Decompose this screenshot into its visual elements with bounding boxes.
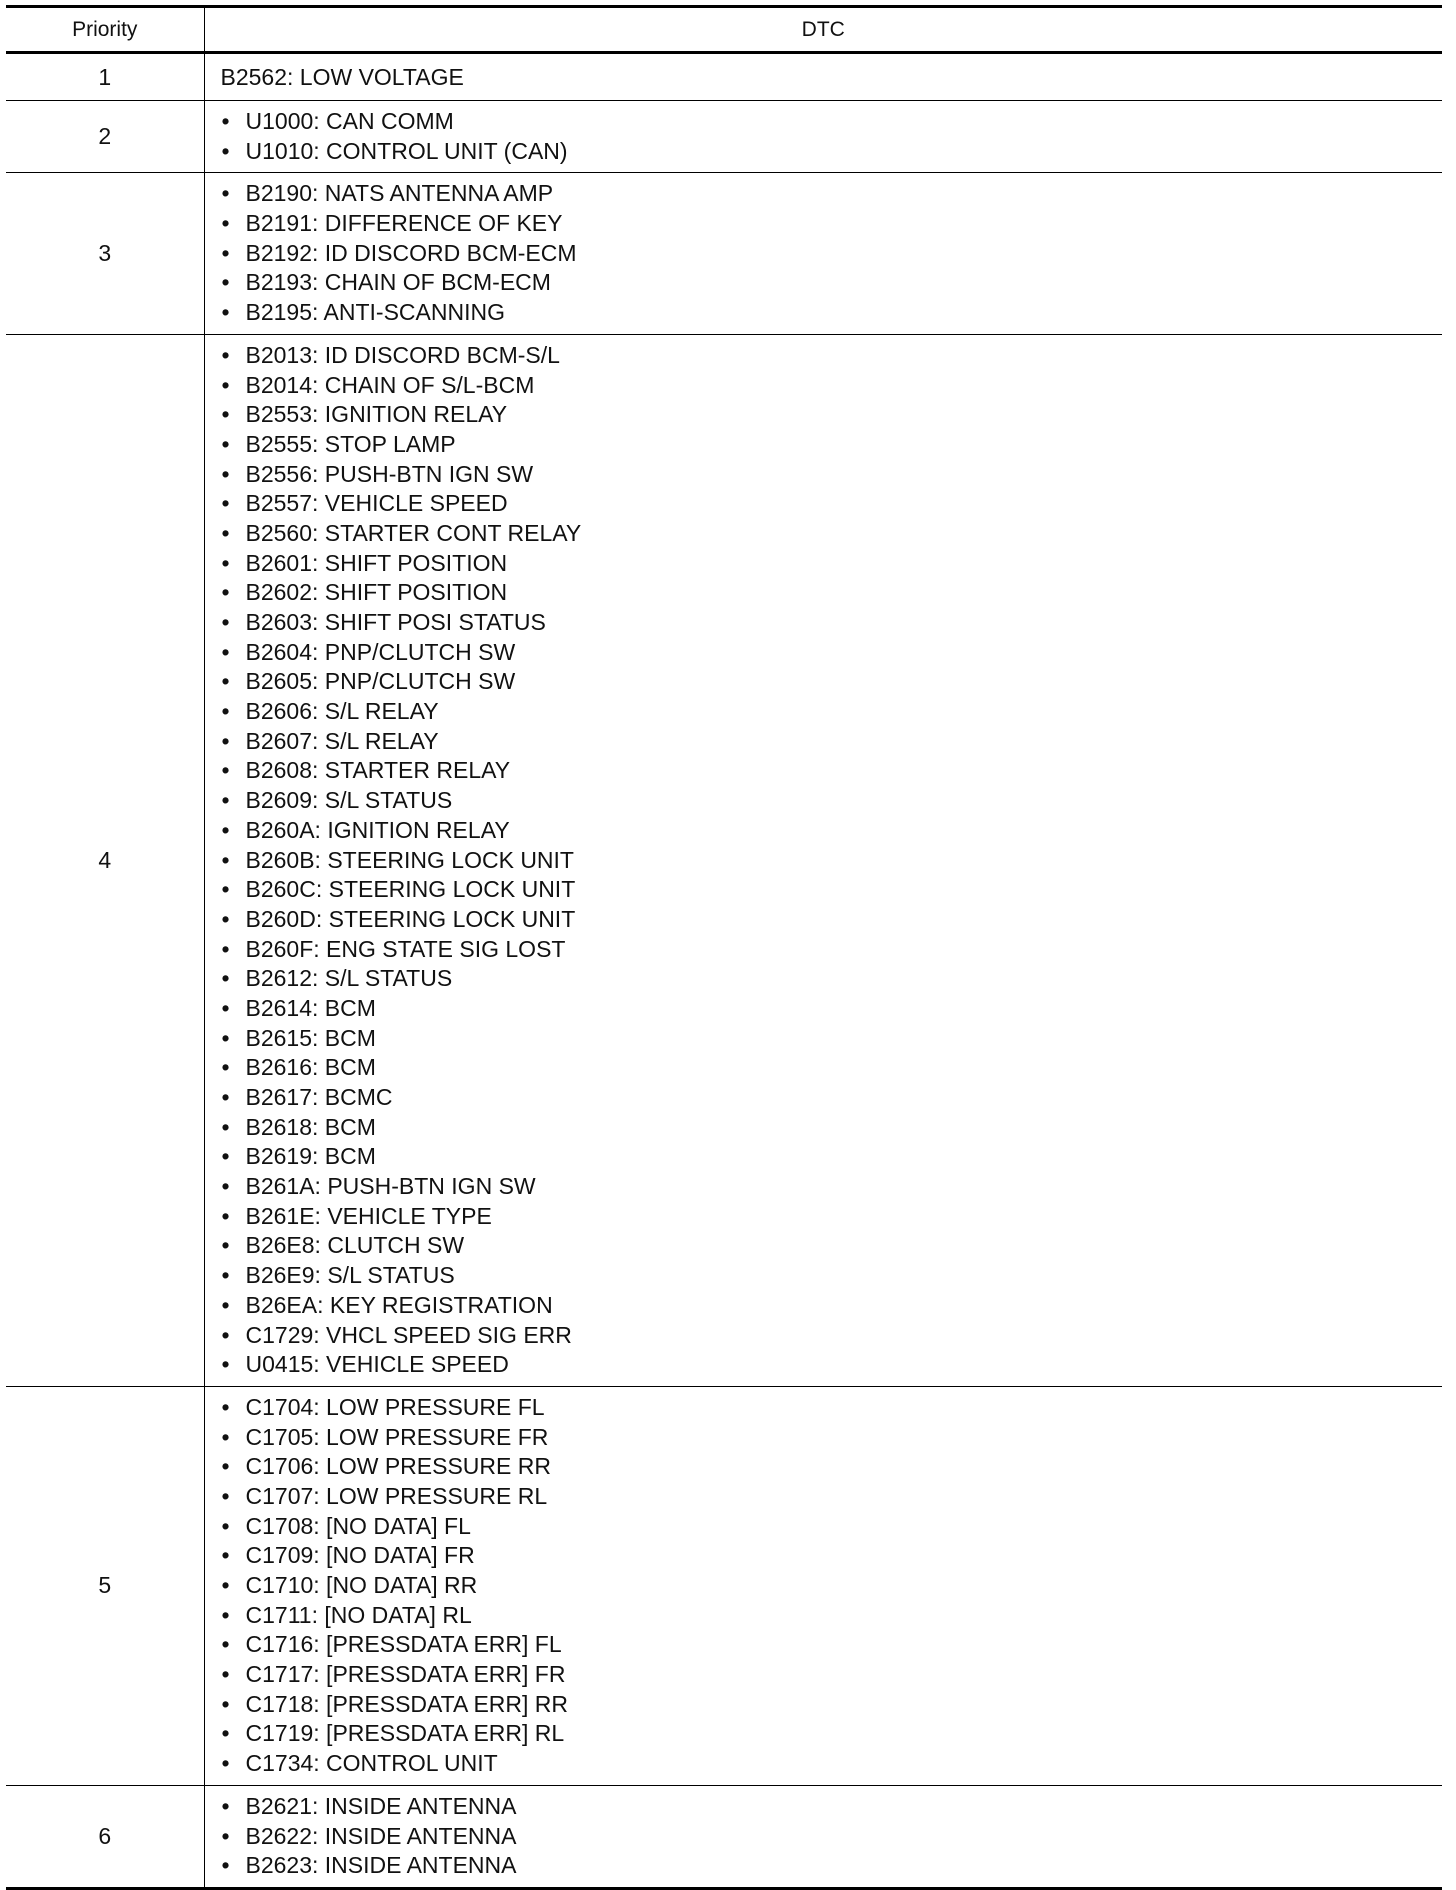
bullet-icon: • <box>221 549 230 576</box>
bullet-icon: • <box>221 180 230 207</box>
bullet-icon: • <box>221 609 230 635</box>
list-item <box>221 1512 1443 1542</box>
bullet-icon: • <box>221 1453 230 1480</box>
bullet-icon: • <box>221 1792 230 1819</box>
bullet-icon: • <box>221 490 230 517</box>
table-row <box>6 101 1442 173</box>
dtc-item-text: B2607: S/L RELAY <box>245 727 439 754</box>
dtc-item-text: C1709: [NO DATA] FR <box>245 1542 475 1569</box>
list-item <box>221 519 1443 549</box>
bullet-icon: • <box>221 1572 230 1598</box>
dtc-item-text: B2560: STARTER CONT RELAY <box>245 519 582 546</box>
dtc-item-text: B2013: ID DISCORD BCM-S/L <box>245 341 560 368</box>
dtc-item-text: B2619: BCM <box>245 1143 376 1170</box>
bullet-icon: • <box>221 579 230 606</box>
dtc-priority-table <box>6 5 1442 1890</box>
list-item <box>221 107 1443 137</box>
list-item <box>221 137 1443 167</box>
list-item <box>221 1660 1443 1690</box>
list-item <box>221 935 1443 965</box>
table-header-row <box>6 7 1442 53</box>
list-item <box>221 1792 1443 1822</box>
list-item <box>221 1601 1443 1631</box>
list-item <box>221 341 1443 371</box>
list-item <box>221 1452 1443 1482</box>
dtc-cell <box>204 1785 1442 1888</box>
dtc-item-text: B260D: STEERING LOCK UNIT <box>245 905 576 932</box>
table-row <box>6 173 1442 334</box>
dtc-item-text: U0415: VEHICLE SPEED <box>245 1351 509 1378</box>
bullet-icon: • <box>221 1262 230 1289</box>
dtc-item-text: B2557: VEHICLE SPEED <box>245 490 508 517</box>
dtc-item-text: U1000: CAN COMM <box>245 108 454 134</box>
bullet-icon: • <box>221 371 230 398</box>
list-item <box>221 727 1443 757</box>
bullet-icon: • <box>221 1113 230 1140</box>
dtc-list <box>221 341 1443 1380</box>
list-item <box>221 371 1443 401</box>
bullet-icon: • <box>221 1512 230 1539</box>
list-item <box>221 179 1443 209</box>
bullet-icon: • <box>221 108 230 134</box>
list-item <box>221 1423 1443 1453</box>
list-item <box>221 1261 1443 1291</box>
list-item <box>221 1291 1443 1321</box>
list-item <box>221 1172 1443 1202</box>
table-row <box>6 53 1442 101</box>
bullet-icon: • <box>221 137 230 164</box>
list-item <box>221 1541 1443 1571</box>
dtc-item-text: B260B: STEERING LOCK UNIT <box>245 846 574 873</box>
dtc-item-text: B2602: SHIFT POSITION <box>245 579 508 606</box>
priority-column-header: Priority <box>6 7 204 53</box>
bullet-icon: • <box>221 1321 230 1348</box>
dtc-item-text: B2555: STOP LAMP <box>245 430 456 457</box>
dtc-item-text: B2617: BCMC <box>245 1084 393 1110</box>
dtc-item-text: B2193: CHAIN OF BCM-ECM <box>245 269 551 296</box>
list-item <box>221 1482 1443 1512</box>
dtc-list <box>221 179 1443 327</box>
dtc-item-text: B2622: INSIDE ANTENNA <box>245 1822 517 1849</box>
bullet-icon: • <box>221 341 230 368</box>
list-item <box>221 460 1443 490</box>
bullet-icon: • <box>221 210 230 237</box>
dtc-item-text: B2553: IGNITION RELAY <box>245 401 508 428</box>
dtc-item-text: B2618: BCM <box>245 1113 376 1140</box>
list-item <box>221 578 1443 608</box>
dtc-item-text: B260C: STEERING LOCK UNIT <box>245 876 576 903</box>
bullet-icon: • <box>221 1852 230 1879</box>
list-item <box>221 1142 1443 1172</box>
list-item <box>221 1851 1443 1881</box>
dtc-cell <box>204 53 1442 101</box>
bullet-icon: • <box>221 994 230 1021</box>
bullet-icon: • <box>221 269 230 296</box>
list-item <box>221 786 1443 816</box>
list-item <box>221 994 1443 1024</box>
bullet-icon: • <box>221 1661 230 1688</box>
dtc-item-text: B2190: NATS ANTENNA AMP <box>245 180 554 207</box>
list-item <box>221 1393 1443 1423</box>
list-item <box>221 697 1443 727</box>
list-item <box>221 209 1443 239</box>
dtc-item-text: B2608: STARTER RELAY <box>245 757 511 784</box>
priority-cell: 1 <box>6 53 204 101</box>
dtc-item-text: B2612: S/L STATUS <box>245 965 453 992</box>
dtc-item-text: C1710: [NO DATA] RR <box>245 1572 478 1598</box>
dtc-item-text: B26E9: S/L STATUS <box>245 1262 455 1289</box>
dtc-item-text: C1718: [PRESSDATA ERR] RR <box>245 1690 569 1717</box>
bullet-icon: • <box>221 239 230 266</box>
list-item <box>221 1113 1443 1143</box>
bullet-icon: • <box>221 1601 230 1628</box>
list-item <box>221 1083 1443 1113</box>
dtc-item-text: B2014: CHAIN OF S/L-BCM <box>245 371 535 398</box>
dtc-item-text: B2609: S/L STATUS <box>245 787 453 814</box>
dtc-item-text: C1717: [PRESSDATA ERR] FR <box>245 1661 566 1688</box>
dtc-item-text: B260A: IGNITION RELAY <box>245 816 510 843</box>
dtc-item-text: C1705: LOW PRESSURE FR <box>245 1423 549 1450</box>
list-item <box>221 875 1443 905</box>
list-item <box>221 905 1443 935</box>
priority-cell: 2 <box>6 101 204 173</box>
bullet-icon: • <box>221 430 230 457</box>
bullet-icon: • <box>221 1054 230 1081</box>
dtc-list <box>221 107 1443 166</box>
dtc-item-text: C1704: LOW PRESSURE FL <box>245 1393 545 1420</box>
dtc-item-text: B2195: ANTI-SCANNING <box>245 299 505 326</box>
bullet-icon: • <box>221 299 230 326</box>
list-item <box>221 638 1443 668</box>
dtc-item-text: C1729: VHCL SPEED SIG ERR <box>245 1321 572 1348</box>
bullet-icon: • <box>221 1690 230 1717</box>
bullet-icon: • <box>221 1720 230 1747</box>
list-item <box>221 1630 1443 1660</box>
bullet-icon: • <box>221 935 230 962</box>
bullet-icon: • <box>221 1822 230 1849</box>
list-item <box>221 1231 1443 1261</box>
table-row <box>6 1785 1442 1888</box>
bullet-icon: • <box>221 1202 230 1229</box>
list-item <box>221 1749 1443 1779</box>
dtc-item-text: B26EA: KEY REGISTRATION <box>245 1291 553 1318</box>
dtc-item-text: B260F: ENG STATE SIG LOST <box>245 935 566 962</box>
bullet-icon: • <box>221 1393 230 1420</box>
bullet-icon: • <box>221 460 230 487</box>
dtc-item-text: B2562: LOW VOLTAGE <box>220 64 464 90</box>
dtc-cell <box>204 1386 1442 1785</box>
table-body <box>6 53 1442 1889</box>
list-item <box>221 1321 1443 1351</box>
dtc-item-text: C1711: [NO DATA] RL <box>245 1601 472 1628</box>
dtc-item-text: B2616: BCM <box>245 1054 376 1081</box>
bullet-icon: • <box>221 1084 230 1110</box>
dtc-cell <box>204 173 1442 334</box>
list-item <box>221 608 1443 638</box>
list-item <box>221 268 1443 298</box>
list-item <box>221 1690 1443 1720</box>
dtc-item-text: B2192: ID DISCORD BCM-ECM <box>245 239 577 266</box>
dtc-item-text: C1719: [PRESSDATA ERR] RL <box>245 1720 565 1747</box>
list-item <box>221 667 1443 697</box>
dtc-item-text: B2556: PUSH-BTN IGN SW <box>245 460 534 487</box>
bullet-icon: • <box>221 1024 230 1051</box>
dtc-item-text: B2614: BCM <box>245 994 376 1021</box>
bullet-icon: • <box>221 401 230 428</box>
list-item <box>221 1822 1443 1852</box>
dtc-item-text: B2606: S/L RELAY <box>245 698 439 725</box>
table-row <box>6 1386 1442 1785</box>
list-item <box>221 1350 1443 1380</box>
dtc-item-text: B2601: SHIFT POSITION <box>245 549 508 576</box>
bullet-icon: • <box>221 1631 230 1658</box>
dtc-cell <box>204 101 1442 173</box>
bullet-icon: • <box>221 816 230 843</box>
list-item <box>221 1719 1443 1749</box>
bullet-icon: • <box>221 905 230 932</box>
bullet-icon: • <box>221 638 230 665</box>
list-item <box>221 298 1443 328</box>
list-item <box>221 816 1443 846</box>
list-item <box>221 1571 1443 1601</box>
bullet-icon: • <box>221 876 230 903</box>
dtc-item-text: B2603: SHIFT POSI STATUS <box>245 609 546 635</box>
priority-cell: 4 <box>6 334 204 1386</box>
dtc-item-text: C1716: [PRESSDATA ERR] FL <box>245 1631 562 1658</box>
bullet-icon: • <box>221 1291 230 1318</box>
dtc-item-text: B261A: PUSH-BTN IGN SW <box>245 1173 536 1200</box>
list-item <box>221 489 1443 519</box>
bullet-icon: • <box>221 668 230 695</box>
dtc-item-text: C1708: [NO DATA] FL <box>245 1512 471 1539</box>
bullet-icon: • <box>221 757 230 784</box>
list-item <box>221 430 1443 460</box>
bullet-icon: • <box>221 1542 230 1569</box>
dtc-item-text: B261E: VEHICLE TYPE <box>245 1202 492 1229</box>
list-item <box>221 239 1443 269</box>
bullet-icon: • <box>221 1351 230 1378</box>
list-item <box>221 1053 1443 1083</box>
dtc-item-text: B2623: INSIDE ANTENNA <box>245 1852 517 1879</box>
dtc-item-text: C1734: CONTROL UNIT <box>245 1750 498 1777</box>
dtc-item-text: B2191: DIFFERENCE OF KEY <box>245 210 563 237</box>
priority-cell: 3 <box>6 173 204 334</box>
dtc-item-text: B2615: BCM <box>245 1024 376 1051</box>
list-item <box>221 549 1443 579</box>
dtc-cell <box>204 334 1442 1386</box>
bullet-icon: • <box>221 1482 230 1509</box>
list-item <box>221 1024 1443 1054</box>
list-item <box>221 400 1443 430</box>
bullet-icon: • <box>221 1423 230 1450</box>
bullet-icon: • <box>221 965 230 992</box>
bullet-icon: • <box>221 787 230 814</box>
list-item <box>221 964 1443 994</box>
bullet-icon: • <box>221 1173 230 1200</box>
priority-cell: 5 <box>6 1386 204 1785</box>
bullet-icon: • <box>221 698 230 725</box>
dtc-item-text: B2605: PNP/CLUTCH SW <box>245 668 516 695</box>
bullet-icon: • <box>221 727 230 754</box>
dtc-list <box>221 1393 1443 1779</box>
bullet-icon: • <box>221 1232 230 1259</box>
bullet-icon: • <box>221 846 230 873</box>
dtc-column-header: DTC <box>204 7 1442 53</box>
dtc-item-text: B26E8: CLUTCH SW <box>245 1232 465 1259</box>
dtc-item-text: C1706: LOW PRESSURE RR <box>245 1453 551 1480</box>
list-item <box>221 756 1443 786</box>
dtc-item-text: B2621: INSIDE ANTENNA <box>245 1792 517 1819</box>
dtc-item-text: U1010: CONTROL UNIT (CAN) <box>245 137 568 164</box>
bullet-icon: • <box>221 1143 230 1170</box>
list-item <box>221 846 1443 876</box>
bullet-icon: • <box>221 519 230 546</box>
dtc-list <box>221 1792 1443 1881</box>
list-item <box>221 1202 1443 1232</box>
bullet-icon: • <box>221 1750 230 1777</box>
priority-cell: 6 <box>6 1785 204 1888</box>
dtc-item-text: C1707: LOW PRESSURE RL <box>245 1482 548 1509</box>
table-row <box>6 334 1442 1386</box>
dtc-item-text: B2604: PNP/CLUTCH SW <box>245 638 516 665</box>
